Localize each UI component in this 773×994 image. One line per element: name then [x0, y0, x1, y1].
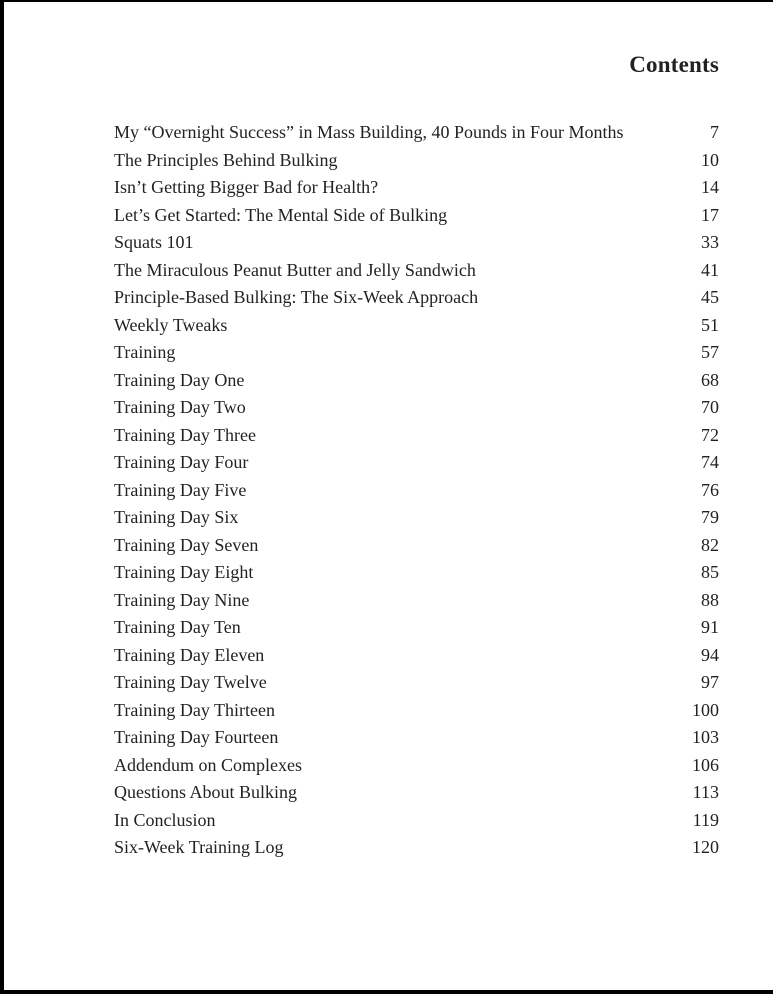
toc-entry [114, 507, 719, 535]
toc-entry [114, 700, 719, 728]
toc-entry-title: Questions About Bulking [114, 782, 298, 802]
toc-entry-title: Isn’t Getting Bigger Bad for Health? [114, 177, 379, 197]
toc-entry-page-number: 106 [692, 754, 719, 775]
toc-entry-page-number: 100 [692, 699, 719, 720]
toc-entry-page-number: 10 [701, 149, 719, 170]
toc-entry [114, 645, 719, 673]
toc-entry-page-number: 70 [701, 397, 719, 417]
toc-entry [114, 287, 719, 315]
toc-entry-page-number: 97 [701, 672, 719, 692]
toc-entry-title: Squats 101 [114, 232, 194, 252]
toc-entry-title: Training Day Ten [114, 617, 241, 637]
toc-entry-page-number: 45 [701, 287, 719, 307]
toc-entry-title: Training Day Thirteen [114, 699, 275, 720]
toc-entry-page-number: 14 [701, 177, 719, 197]
toc-entry-page-number: 79 [701, 507, 719, 527]
toc-entry [114, 205, 719, 233]
toc-entry [114, 397, 719, 425]
toc-entry-title: Training Day Four [114, 452, 249, 472]
toc-entry-page-number: 113 [692, 782, 719, 802]
toc-entry-page-number: 57 [701, 342, 719, 362]
toc-entry-page-number: 74 [701, 452, 719, 472]
toc-entry [114, 837, 719, 865]
toc-entry [114, 590, 719, 618]
toc-entry-title: Let’s Get Started: The Mental Side of Bulking [114, 204, 448, 225]
toc-entry [114, 232, 719, 260]
toc-entry-title: Addendum on Complexes [114, 754, 302, 775]
toc-entry [114, 480, 719, 508]
toc-entry-title: Training Day One [114, 369, 245, 390]
toc-entry [114, 782, 719, 810]
toc-entry-title: In Conclusion [114, 809, 216, 830]
toc-entry [114, 617, 719, 645]
toc-entry-title: Training Day Six [114, 507, 239, 527]
toc-entry-title: My “Overnight Success” in Mass Building, 40 Pounds in Four Months [114, 122, 624, 142]
toc-entry-title: Training Day Twelve [114, 672, 267, 692]
toc-entry-page-number: 68 [701, 369, 719, 390]
toc-entry [114, 562, 719, 590]
toc-entry [114, 150, 719, 178]
toc-entry-title: Training Day Two [114, 397, 246, 417]
toc-entry-page-number: 94 [701, 644, 719, 665]
toc-entry [114, 727, 719, 755]
toc-entry-page-number: 41 [701, 259, 719, 280]
toc-entry-title: Training Day Five [114, 479, 247, 500]
toc-entry [114, 535, 719, 563]
toc-entry-page-number: 88 [701, 589, 719, 610]
toc-entry-title: Training Day Fourteen [114, 727, 279, 747]
toc-entry-page-number: 82 [701, 534, 719, 555]
toc-entry-page-number: 72 [701, 424, 719, 445]
toc-entry-page-number: 91 [701, 617, 719, 637]
toc-entry-title: Weekly Tweaks [114, 314, 228, 335]
toc-entry-page-number: 76 [701, 479, 719, 500]
toc-entry [114, 425, 719, 453]
toc-entry-title: Principle-Based Bulking: The Six-Week Approach [114, 287, 479, 307]
toc-entry [114, 260, 719, 288]
toc-entry-page-number: 7 [710, 122, 719, 142]
toc-entry-page-number: 120 [692, 837, 719, 857]
document-page [4, 2, 773, 990]
toc-entry [114, 810, 719, 838]
toc-entry-title: The Miraculous Peanut Butter and Jelly Sandwich [114, 259, 476, 280]
toc-entry [114, 452, 719, 480]
toc-entry-title: Training Day Eleven [114, 644, 265, 665]
toc-entry-page-number: 85 [701, 562, 719, 582]
toc-entry [114, 177, 719, 205]
toc-entry-title: Six-Week Training Log [114, 837, 284, 857]
toc-entry [114, 122, 719, 150]
toc-entry-page-number: 17 [701, 204, 719, 225]
toc-entry-title: Training Day Three [114, 424, 256, 445]
toc-entry [114, 315, 719, 343]
toc-entry [114, 755, 719, 783]
toc-entry-page-number: 103 [692, 727, 719, 747]
page-title: Contents [629, 52, 719, 77]
toc-entry [114, 672, 719, 700]
table-of-contents [114, 122, 719, 865]
toc-entry-title: Training [114, 342, 176, 362]
toc-entry-title: Training Day Nine [114, 589, 250, 610]
toc-entry [114, 342, 719, 370]
toc-entry-title: Training Day Seven [114, 534, 259, 555]
toc-entry [114, 370, 719, 398]
toc-entry-page-number: 119 [692, 809, 719, 830]
toc-entry-page-number: 33 [701, 232, 719, 252]
toc-entry-title: The Principles Behind Bulking [114, 149, 338, 170]
toc-entry-title: Training Day Eight [114, 562, 254, 582]
toc-entry-page-number: 51 [701, 314, 719, 335]
